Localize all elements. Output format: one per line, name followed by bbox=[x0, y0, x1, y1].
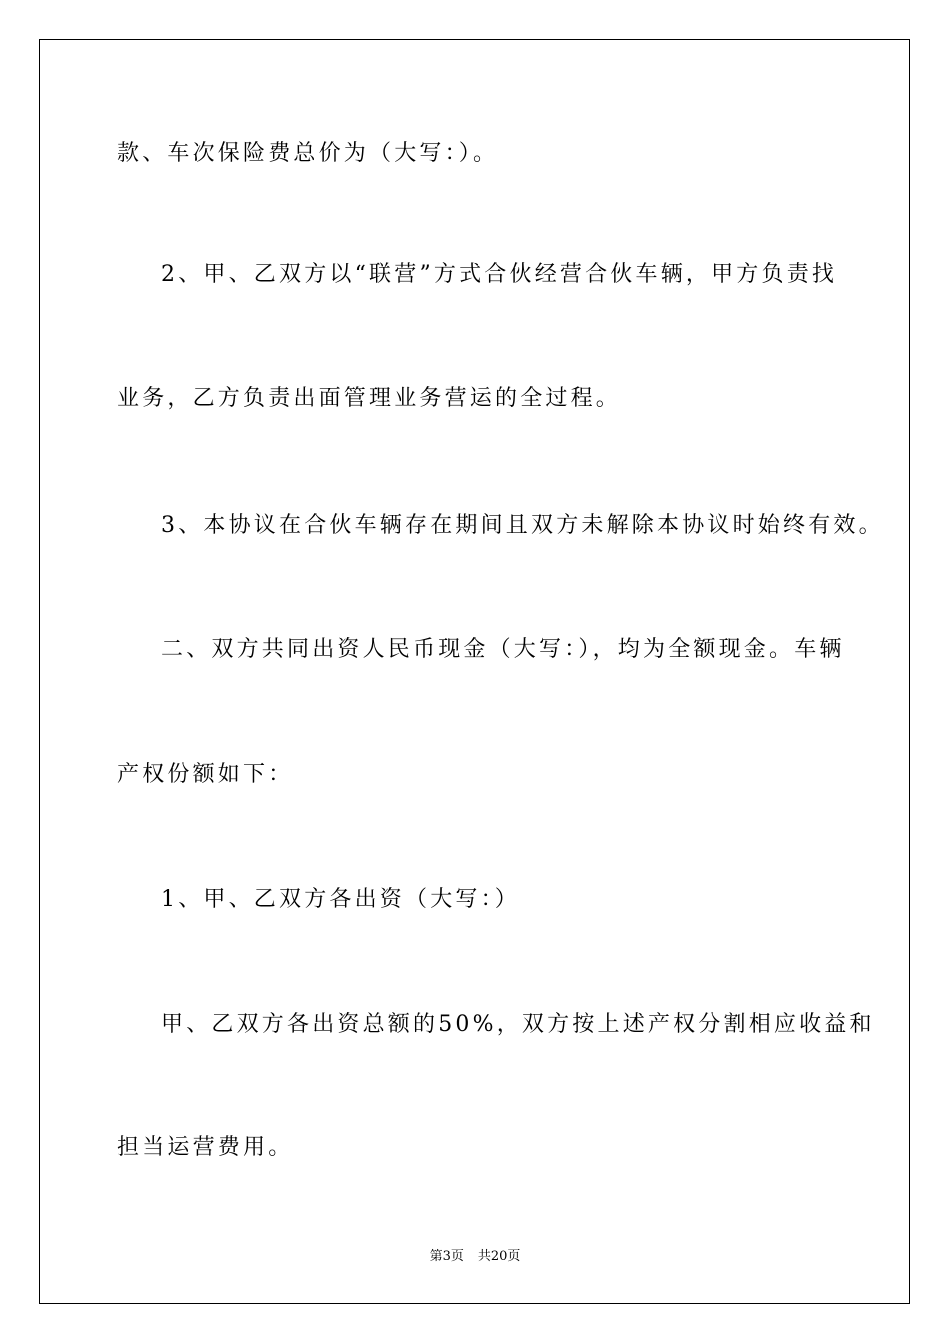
paragraph-line-5: 二、双方共同出资人民币现金（大写：），均为全额现金。车辆 bbox=[161, 637, 845, 662]
paragraph-line-4: 3、本协议在合伙车辆存在期间且双方未解除本协议时始终有效。 bbox=[161, 513, 884, 538]
page-total: 共20页 bbox=[477, 1249, 521, 1264]
page-number: 第3页 bbox=[429, 1249, 464, 1264]
paragraph-line-3: 业务，乙方负责出面管理业务营运的全过程。 bbox=[117, 386, 622, 411]
paragraph-line-2: 2、甲、乙双方以“联营”方式合伙经营合伙车辆，甲方负责找 bbox=[161, 262, 838, 287]
paragraph-line-1: 款、车次保险费总价为（大写：）。 bbox=[117, 141, 499, 166]
paragraph-line-8: 甲、乙双方各出资总额的50%，双方按上述产权分割相应收益和 bbox=[161, 1012, 875, 1037]
page-border bbox=[39, 39, 910, 1304]
paragraph-line-6: 产权份额如下： bbox=[117, 762, 294, 787]
paragraph-line-7: 1、甲、乙双方各出资（大写：） bbox=[161, 887, 520, 912]
paragraph-line-9: 担当运营费用。 bbox=[117, 1135, 294, 1160]
page-footer bbox=[0, 1248, 950, 1266]
